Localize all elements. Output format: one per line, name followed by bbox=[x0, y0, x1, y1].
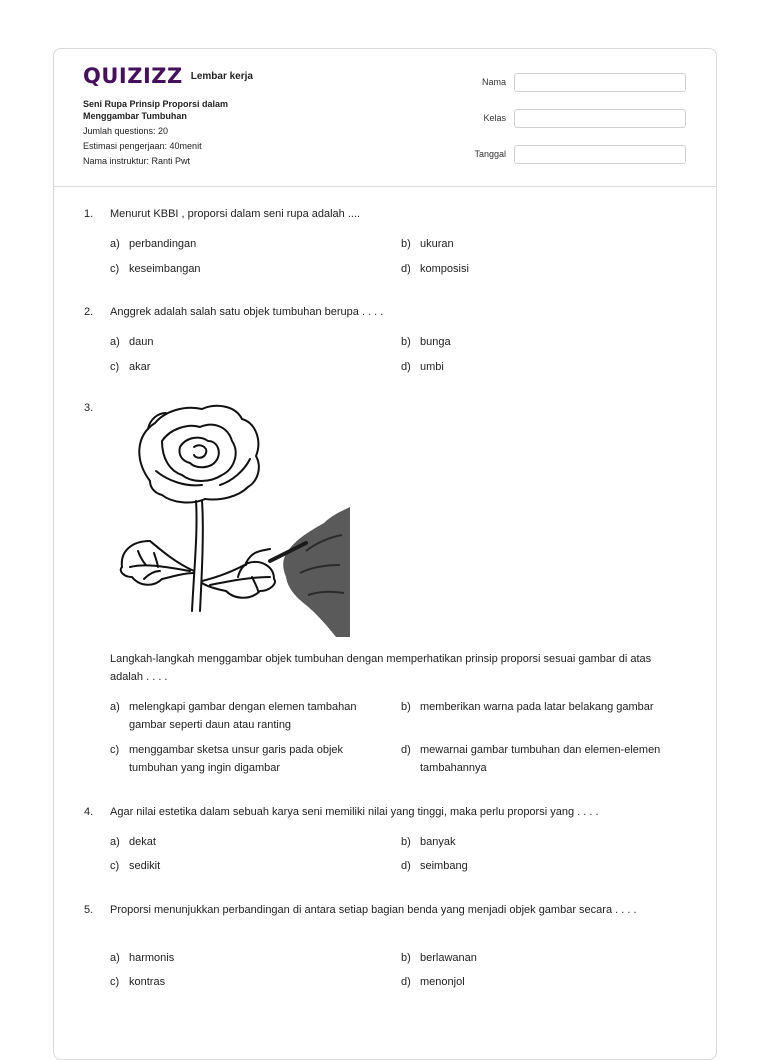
worksheet-meta bbox=[83, 98, 283, 167]
option-key: d) bbox=[401, 263, 411, 275]
option-key: c) bbox=[110, 860, 120, 872]
question-number: 2. bbox=[84, 306, 94, 318]
question-number: 3. bbox=[84, 402, 94, 414]
option-key: b) bbox=[401, 836, 411, 848]
worksheet-card bbox=[53, 48, 717, 1060]
option-key: d) bbox=[401, 976, 411, 988]
option-text: menonjol bbox=[420, 976, 465, 988]
option-key: b) bbox=[401, 238, 411, 250]
option-text: menggambar sketsa unsur garis pada objek tumbuhan yang ingin digambar bbox=[129, 744, 344, 774]
duration-estimate: Estimasi pengerjaan: 40menit bbox=[83, 141, 202, 151]
option-text: mewarnai gambar tumbuhan dan elemen-elemen tambahannya bbox=[420, 744, 661, 774]
option-text: perbandingan bbox=[129, 238, 197, 250]
worksheet-label: Lembar kerja bbox=[190, 71, 253, 82]
option-text: bunga bbox=[420, 336, 451, 348]
question-text: Langkah-langkah menggambar objek tumbuhan dengan memperhatikan prinsip proporsi sesuai gambar di atas adalah . . . . bbox=[110, 653, 652, 683]
question-text: Menurut KBBI , proporsi dalam seni rupa adalah .... bbox=[110, 208, 361, 220]
class-field[interactable] bbox=[514, 109, 686, 128]
date-label: Tanggal bbox=[474, 149, 506, 159]
questions-count: Jumlah questions: 20 bbox=[83, 126, 169, 136]
option-text: ukuran bbox=[420, 238, 454, 250]
option-text: akar bbox=[129, 361, 151, 373]
option-text: kontras bbox=[129, 976, 166, 988]
worksheet-title: Seni Rupa Prinsip Proporsi dalam Menggambar Tumbuhan bbox=[83, 99, 229, 121]
question-text: Proporsi menunjukkan perbandingan di antara setiap bagian benda yang menjadi objek gambar secara . . . . bbox=[110, 904, 637, 916]
option-key: a) bbox=[110, 836, 120, 848]
option-text: berlawanan bbox=[420, 952, 477, 964]
name-label: Nama bbox=[481, 77, 506, 87]
date-field[interactable] bbox=[514, 145, 686, 164]
option-text: keseimbangan bbox=[129, 263, 201, 275]
option-text: melengkapi gambar dengan elemen tambahan gambar seperti daun atau ranting bbox=[129, 701, 357, 731]
option-key: c) bbox=[110, 976, 120, 988]
option-key: b) bbox=[401, 952, 411, 964]
question-text: Anggrek adalah salah satu objek tumbuhan berupa . . . . bbox=[110, 306, 384, 318]
instructor-name: Nama instruktur: Ranti Pwt bbox=[83, 156, 191, 166]
option-text: daun bbox=[129, 336, 154, 348]
option-text: umbi bbox=[420, 361, 444, 373]
option-text: banyak bbox=[420, 836, 456, 848]
question-number: 5. bbox=[84, 904, 94, 916]
option-key: d) bbox=[401, 744, 411, 756]
name-field[interactable] bbox=[514, 73, 686, 92]
brand-wordmark: QUIZIZZ bbox=[83, 64, 183, 88]
option-key: a) bbox=[110, 336, 120, 348]
option-key: b) bbox=[401, 336, 411, 348]
rose-drawing-illustration bbox=[110, 401, 350, 637]
option-key: c) bbox=[110, 263, 120, 275]
question-number: 1. bbox=[84, 208, 94, 220]
hand-icon bbox=[270, 507, 350, 637]
worksheet-header bbox=[54, 49, 716, 187]
class-label: Kelas bbox=[483, 113, 506, 123]
option-key: b) bbox=[401, 701, 411, 713]
option-text: dekat bbox=[129, 836, 156, 848]
option-key: c) bbox=[110, 744, 120, 756]
question-number: 4. bbox=[84, 806, 94, 818]
option-key: c) bbox=[110, 361, 120, 373]
option-text: komposisi bbox=[420, 263, 469, 275]
question-text: Agar nilai estetika dalam sebuah karya seni memiliki nilai yang tinggi, maka perlu proporsi yang . . . . bbox=[110, 806, 599, 818]
option-text: harmonis bbox=[129, 952, 175, 964]
brand-logo bbox=[83, 65, 253, 87]
option-key: d) bbox=[401, 860, 411, 872]
option-text: seimbang bbox=[420, 860, 468, 872]
option-key: d) bbox=[401, 361, 411, 373]
option-text: sedikit bbox=[129, 860, 161, 872]
option-key: a) bbox=[110, 701, 120, 713]
option-text: memberikan warna pada latar belakang gambar bbox=[420, 701, 654, 713]
option-key: a) bbox=[110, 952, 120, 964]
option-key: a) bbox=[110, 238, 120, 250]
